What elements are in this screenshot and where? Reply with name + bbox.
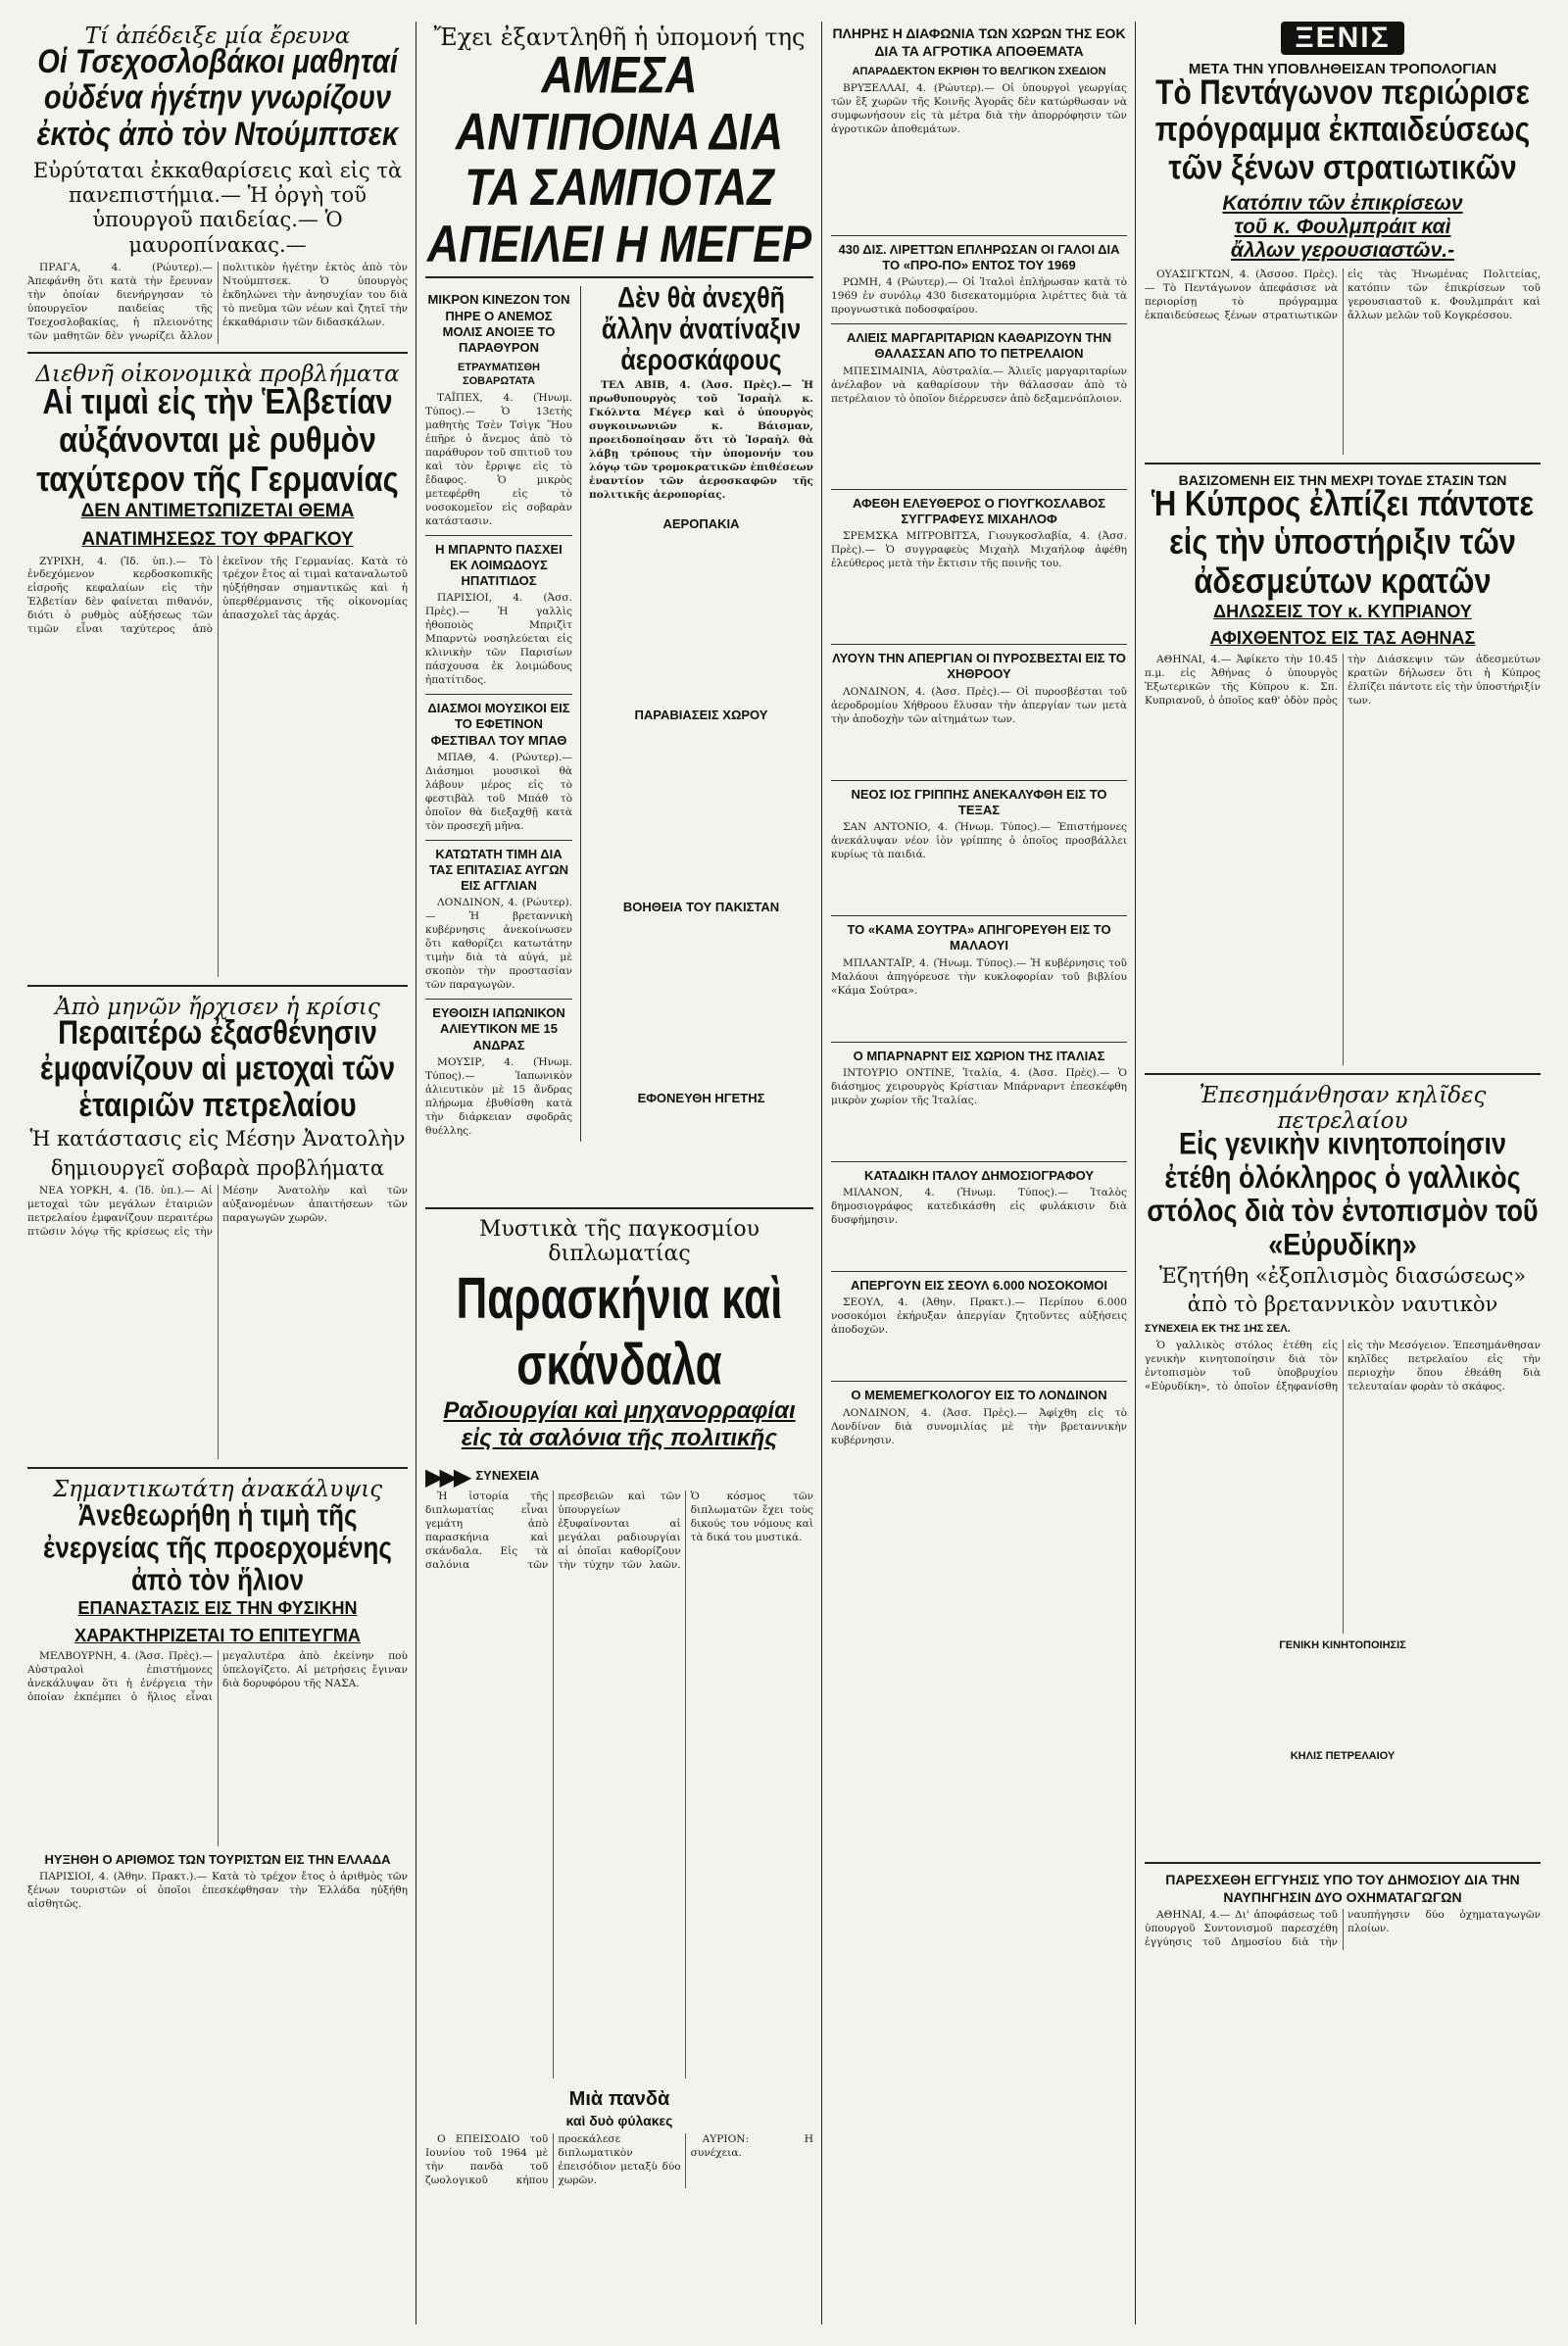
brief-body	[831, 366, 1127, 483]
brief-headline: ΤΟ «ΚΑΜΑ ΣΟΥΤΡΑ» ΑΠΗΓΟΡΕΥΘΗ ΕΙΣ ΤΟ ΜΑΛΑΟΥΙ	[847, 922, 1111, 953]
main-headline: ΑΜΕΣΑ ΑΝΤΙΠΟΙΝΑ ΔΙΑ ΤΑ ΣΑΜΠΟΤΑΖ ΑΠΕΙΛΕΙ Η ΜΕΓΕΡ	[426, 45, 812, 273]
article-headline: Αἱ τιμαὶ εἰς τὴν Ἑλβετίαν αὐξάνονται μὲ ρυθμὸν ταχύτερον τῆς Γερμανίας	[36, 380, 399, 499]
paragraph: ΜΕΛΒΟΥΡΝΗ, 4. (Ἀσσ. Πρὲς).— Αὐστραλοὶ ἐπιστήμονες ἀνεκάλυψαν ὅτι ἡ ἐνέργεια τὴν ὁποίαν ἐκπέμπει ὁ ἥλιος εἶναι μεγαλυτέρα ἀπὸ ἐκείνην ποὺ ὑπελογίζετο. Αἱ μετρήσεις ἔγιναν διὰ δορυφόρου τῆς ΝΑΣΑ.	[27, 1650, 408, 1704]
article-subheadline: ΔΕΝ ΑΝΤΙΜΕΤΩΠΙΖΕΤΑΙ ΘΕΜΑ	[80, 500, 355, 521]
article-section-head: ΠΑΡΑΒΙΑΣΕΙΣ ΧΩΡΟΥ	[634, 708, 768, 723]
article-body	[1145, 269, 1541, 455]
brief-body	[831, 1296, 1127, 1375]
divider	[27, 1467, 408, 1469]
article-headline: Δὲν θὰ ἀνεχθῆ ἄλλην ἀνατίναξιν ἀεροσκάφους	[601, 281, 802, 377]
paragraph: Ο ΕΠΕΙΣΟΔΙΟ τοῦ Ιουνίου τοῦ 1964 μὲ τὴν πανδὰ τοῦ ζωολογικοῦ κήπου προεκάλεσε διπλωματικὸν ἐπεισόδιον μεταξὺ δύο χωρῶν.	[425, 2133, 681, 2186]
paragraph: ΒΡΥΞΕΛΛΑΙ, 4. (Ρώυτερ).— Οἱ ὑπουργοὶ γεωργίας τῶν ἓξ χωρῶν τῆς Κοινῆς Ἀγορᾶς δὲν κατώρθωσαν νὰ συμφωνήσουν εἰς τὰ μέτρα διὰ τὴν ἀπορρόφησιν τῶν ἀγροτικῶν ἀποθεμάτων.	[831, 81, 1127, 135]
section-body	[425, 2133, 813, 2188]
feature-diplomacy	[419, 1207, 819, 2324]
divider	[831, 489, 1127, 490]
brief-body	[425, 592, 572, 688]
brief-body	[831, 1187, 1127, 1265]
article-body	[1145, 1766, 1541, 1854]
paragraph: ΜΠΕΣΙΜΑΙΝΙΑ, Αὐστραλία.— Ἁλιεῖς μαργαριταρίων ἀνέλαβον νὰ καθαρίσουν τὴν θάλασσαν ἀπὸ τὸ πετρέλαιον τὸ ὁποῖον διέρρευσεν ἀπὸ δεξαμενόπλοιον.	[831, 365, 1127, 405]
continuation-label: ΣΥΝΕΧΕΙΑ ΕΚ ΤΗΣ 1ΗΣ ΣΕΛ.	[1145, 1323, 1291, 1336]
article-headline: Εἰς γενικὴν κινητοποίησιν ἐτέθη ὁλόκληρος ὁ γαλλικὸς στόλος διὰ τὸν ἐντοπισμὸν τοῦ «Εὐρυδίκη»	[1147, 1126, 1539, 1262]
article-banner: ἄλλων γερουσιαστῶν.-	[1230, 238, 1455, 262]
paragraph: ΑΘΗΝΑΙ, 4.— Δι' ἀποφάσεως τοῦ ὑπουργοῦ Συντονισμοῦ παρεσχέθη ἐγγύησις τοῦ Δημοσίου διὰ τὴν ναυπήγησιν δύο ὀχηματαγωγῶν πλοίων.	[1145, 1909, 1541, 1949]
brief-headline: Ο ΜΠΑΡΝΑΡΝΤ ΕΙΣ ΧΩΡΙΟΝ ΤΗΣ ΙΤΑΛΙΑΣ	[853, 1048, 1105, 1063]
paragraph: ΣΑΝ ΑΝΤΟΝΙΟ, 4. (Ἡνωμ. Τύπος).— Ἐπιστήμονες ἀνεκάλυψαν νέον ἰὸν γρίππης ὁ ὁποῖος προσβάλλει κυρίως τὰ παιδιά.	[831, 821, 1127, 861]
divider	[425, 276, 813, 278]
paragraph: ΛΟΝΔΙΝΟΝ, 4. (Ἀσσ. Πρὲς).— Οἱ πυροσβέσται τοῦ ἀεροδρομίου Χήθροου ἔλυσαν τὴν ἀπεργίαν των μετὰ τὴν ἀποδοχὴν τῶν αἰτημάτων των.	[831, 685, 1127, 725]
paragraph: ΑΘΗΝΑΙ, 4.— Ἀφίκετο τὴν 10.45 π.μ. εἰς Ἀθήνας ὁ ὑπουργὸς Ἐξωτερικῶν τῆς Κύπρου κ. Σπ. Κυπριανοῦ, ὁ ὁποῖος καθ' ὁδὸν πρὸς τὴν Διάσκεψιν τῶν ἀδεσμεύτων κρατῶν δήλωσεν ὅτι ἡ Κύπρος ἐλπίζει πάντοτε εἰς τὴν ὑποστήριξίν των.	[1145, 654, 1541, 707]
feature-kicker: Μυστικὰ τῆς παγκοσμίου διπλωματίας	[479, 1217, 760, 1266]
brief-headline: ΚΑΤΑΔΙΚΗ ΙΤΑΛΟΥ ΔΗΜΟΣΙΟΓΡΑΦΟΥ	[863, 1167, 1095, 1183]
article-subheadline: δημιουργεῖ σοβαρὰ προβλήματα	[50, 1155, 385, 1180]
section-badge	[1145, 22, 1541, 55]
paragraph: ΠΑΡΙΣΙΟΙ, 4. (Ἀθην. Πρακτ.).— Κατὰ τὸ τρέχον ἔτος ὁ ἀριθμὸς τῶν ξένων τουριστῶν οἱ ὁποῖοι ἐπεσκέφθησαν τὴν Ἑλλάδα ηὐξήθη αἰσθητῶς.	[27, 1871, 408, 1911]
article-headline: Τὸ Πεντάγωνον περιώρισε πρόγραμμα ἐκπαιδεύσεως τῶν ξένων στρατιωτικῶν	[1154, 73, 1531, 187]
article-subheadline: Εὐρύταται ἐκκαθαρίσεις καὶ εἰς τὰ πανεπιστήμια.— Ἡ ὀργὴ τοῦ ὑπουργοῦ παιδείας.— Ὁ μαυροπίνακας.—	[32, 158, 403, 257]
divider	[425, 1207, 813, 1209]
column-right	[1139, 20, 1546, 2326]
briefs-and-article	[425, 281, 813, 1141]
article-body	[1145, 1656, 1541, 1744]
article-body	[27, 1650, 408, 1846]
divider	[1145, 1073, 1541, 1075]
paragraph: ΣΡΕΜΣΚΑ ΜΙΤΡΟΒΙΤΣΑ, Γιουγκοσλαβία, 4. (Ἀσσ. Πρὲς).— Ὁ συγγραφεὺς Μιχαὴλ Μιχαήλοφ ἀφέθη ἐλεύθερος μετὰ τὴν ἔκτισιν τῆς ποινῆς του.	[831, 530, 1127, 570]
brief-headline: ΛΥΟΥΝ ΤΗΝ ΑΠΕΡΓΙΑΝ ΟΙ ΠΥΡΟΣΒΕΣΤΑΙ ΕΙΣ ΤΟ ΧΗΘΡΟΟΥ	[832, 651, 1126, 682]
article-kicker: Ἔχει ἐξαντληθῆ ἡ ὑπομονή της	[433, 24, 806, 51]
hijack-article	[580, 281, 813, 1141]
divider	[27, 985, 408, 987]
divider	[425, 694, 572, 695]
brief-body	[831, 686, 1127, 774]
article-subheadline: ΕΠΑΝΑΣΤΑΣΙΣ ΕΙΣ ΤΗΝ ΦΥΣΙΚΗΝ	[77, 1598, 358, 1619]
article-kicker: ΜΕΤΑ ΤΗΝ ΥΠΟΒΛΗΘΕΙΣΑΝ ΤΡΟΠΟΛΟΓΙΑΝ	[1188, 61, 1497, 77]
brief-headline: ΔΙΑΣΜΟΙ ΜΟΥΣΙΚΟΙ ΕΙΣ ΤΟ ΕΦΕΤΙΝΟΝ ΦΕΣΤΙΒΑΛ ΤΟΥ ΜΠΑΘ	[427, 701, 570, 748]
article-body	[27, 1185, 408, 1459]
brief-headline: ΚΑΤΩΤΑΤΗ ΤΙΜΗ ΔΙΑ ΤΑΣ ΕΠΙΤΑΣΙΑΣ ΑΥΓΩΝ ΕΙΣ ΑΓΓΛΙΑΝ	[428, 846, 569, 894]
article-section-head: ΕΦΟΝΕΥΘΗ ΗΓΕΤΗΣ	[637, 1090, 765, 1105]
paragraph: ΛΟΝΔΙΝΟΝ, 4. (Ρώυτερ).— Ἡ βρεταννικὴ κυβέρνησις ἀνεκοίνωσεν ὅτι καθορίζει κατωτάτην τιμὴν διὰ τὰ αὐγά, μὲ σκοπὸν τὴν προστασίαν τῶν παραγωγῶν.	[425, 897, 572, 992]
brief-body	[831, 276, 1127, 318]
article-section-head: ΓΕΝΙΚΗ ΚΙΝΗΤΟΠΟΙΗΣΙΣ	[1279, 1638, 1406, 1651]
article-section-head: ΑΕΡΟΠΑΚΙΑ	[662, 516, 740, 532]
article-section-head: ΒΟΗΘΕΙΑ ΤΟΥ ΠΑΚΙΣΤΑΝ	[622, 899, 780, 914]
column-rule	[821, 22, 822, 2324]
paragraph: ΤΕΛ ΑΒΙΒ, 4. (Ἀσσ. Πρὲς).— Ἡ πρωθυπουργὸς τοῦ Ἰσραὴλ κ. Γκόλντα Μέγερ καὶ ὁ ὑπουργὸς συγκοινωνιῶν κ. Βάισμαν, προειδοποίησαν ὅτι τὸ Ἰσραὴλ θὰ λάβῃ τρόπους τὴν ὑπομονήν του λόγῳ τῶν τρομοκρατικῶν ἐπιθέσεων ἐναντίον τῶν ἀεροσκαφῶν τῆς πολιτικῆς ἀεροπορίας.	[589, 379, 813, 502]
brief-body	[831, 957, 1127, 1036]
article-subheadline: Ἡ κατάστασις εἰς Μέσην Ἀνατολὴν	[29, 1127, 406, 1151]
article-headline: Ἀνεθεωρήθη ἡ τιμὴ τῆς ἐνεργείας τῆς προερχομένης ἀπὸ τὸν ἥλιον	[43, 1497, 392, 1597]
continuation-marker	[425, 1462, 813, 1491]
paragraph: ΜΟΥΣΙΡ, 4. (Ἡνωμ. Τύπος).— Ἰαπωνικὸν ἁλιευτικὸν μὲ 15 ἄνδρας πλήρωμα ἐβυθίσθη κατὰ τὴν διάρκειαν σφοδρᾶς θυέλλης.	[425, 1055, 572, 1137]
brief-headline: ΕΥΘΟΙΣΗ ΙΑΠΩΝΙΚΟΝ ΑΛΙΕΥΤΙΚΟΝ ΜΕ 15 ΑΝΔΡΑΣ	[432, 1005, 565, 1052]
paragraph: ΝΕΑ ΥΟΡΚΗ, 4. (Ἰδ. ὑπ.).— Αἱ μετοχαὶ τῶν μεγάλων ἑταιριῶν πετρελαίου ἐμφανίζουν περαιτέρω πτῶσιν λόγῳ τῆς κρίσεως εἰς τὴν Μέσην Ἀνατολὴν καὶ τῶν αὐξανομένων ἀπαιτήσεων τῶν παραγωγῶν χωρῶν.	[27, 1184, 408, 1238]
brief-body	[831, 1407, 1127, 1448]
brief-body	[425, 392, 572, 529]
article-body	[589, 535, 813, 702]
continuation-label: ΣΥΝΕΧΕΙΑ	[475, 1468, 540, 1484]
article-body	[1145, 654, 1541, 1065]
paragraph: ΜΠΛΑΝΤΑΪΡ, 4. (Ἡνωμ. Τύπος).— Ἡ κυβέρνησις τοῦ Μαλάουι ἀπηγόρευσε τὴν κυκλοφορίαν τοῦ βιβλίου «Κάμα Σούτρα».	[831, 956, 1127, 997]
brief-body	[831, 82, 1127, 229]
paragraph: ΟΥΑΣΙΓΚΤΩΝ, 4. (Ἀσσοσ. Πρὲς).— Τὸ Πεντάγωνον ἀπεφάσισε νὰ περιορίσῃ τὸ πρόγραμμα ἐκπαιδεύσεως ξένων στρατιωτικῶν εἰς τὰς Ἡνωμένας Πολιτείας, κατόπιν τῶν ἐπικρίσεων τοῦ γερουσιαστοῦ κ. Φουλμπράιτ καὶ ἄλλων μελῶν τοῦ Κογκρέσσου.	[1145, 268, 1541, 321]
brief-body	[831, 1067, 1127, 1155]
divider	[831, 1381, 1127, 1382]
brief-headline: ΝΕΟΣ ΙΟΣ ΓΡΙΠΠΗΣ ΑΝΕΚΑΛΥΦΘΗ ΕΙΣ ΤΟ ΤΕΞΑΣ	[851, 786, 1107, 817]
feature-headline: Παρασκήνια καὶ σκάνδαλα	[456, 1266, 783, 1398]
column-news-briefs	[825, 20, 1133, 2326]
brief-headline: Ο ΜΕΜΕΜΕΓΚΟΛΟΓΟΥ ΕΙΣ ΤΟ ΛΟΝΔΙΝΟΝ	[851, 1388, 1107, 1403]
article-body	[1145, 1340, 1541, 1634]
paragraph: ΜΠΑΘ, 4. (Ρώυτερ).— Διάσημοι μουσικοὶ θὰ λάβουν μέρος εἰς τὸ φεστιβὰλ τοῦ Μπάθ τὸ ὁποῖον θὰ διεξαχθῇ κατὰ τὸν προσεχῆ μῆνα.	[425, 751, 572, 832]
article-body	[589, 727, 813, 894]
article-subheadline: ΑΦΙΧΘΕΝΤΟΣ ΕΙΣ ΤΑΣ ΑΘΗΝΑΣ	[1209, 628, 1476, 649]
brief-body	[425, 1056, 572, 1139]
paragraph: Ὁ γαλλικὸς στόλος ἐτέθη εἰς γενικὴν κινητοποίησιν διὰ τὸν ἐντοπισμὸν τοῦ ὑποβρυχίου «Εὐρυδίκη», τὸ ὁποῖον ἐξηφανίσθη εἰς τὴν Μεσόγειον. Ἐπεσημάνθησαν κηλῖδες πετρελαίου εἰς τὴν περιοχὴν ὅπου ἐθεάθη διὰ τελευταίαν φορὰν τὸ σκάφος.	[1145, 1339, 1541, 1393]
paragraph: ΙΝΤΟΥΡΙΟ ΟΝΤΙΝΕ, Ἰταλία, 4. (Ἀσσ. Πρὲς).— Ὁ διάσημος χειρουργὸς Κρίστιαν Μπάρναρντ ἐπεσκέφθη μικρὸν χωρίον τῆς Ἰταλίας.	[831, 1066, 1127, 1106]
divider	[831, 323, 1127, 324]
article-subheadline: ΔΗΛΩΣΕΙΣ ΤΟΥ κ. ΚΥΠΡΙΑΝΟΥ	[1213, 601, 1472, 621]
article-kicker: Ἐπεσημάνθησαν κηλῖδες πετρελαίου	[1199, 1083, 1487, 1135]
feature-subheadline: Ραδιουργίαι καὶ μηχανορραφίαι	[443, 1397, 796, 1424]
article-body	[27, 262, 408, 344]
paragraph: ΑΥΡΙΟΝ: Η συνέχεια.	[690, 2133, 813, 2160]
divider	[831, 1161, 1127, 1162]
article-banner: Κατόπιν τῶν ἐπικρίσεων	[1222, 191, 1463, 215]
feature-body	[425, 1491, 813, 2078]
divider	[425, 840, 572, 841]
brief-headline: ΜΙΚΡΟΝ ΚΙΝΕΖΟΝ ΤΟΝ ΠΗΡΕ Ο ΑΝΕΜΟΣ ΜΟΛΙΣ ΑΝΟΙΞΕ ΤΟ ΠΑΡΑΘΥΡΟΝ	[427, 292, 570, 356]
divider	[425, 999, 572, 1000]
article-headline: Οἱ Τσεχοσλοβάκοι μαθηταί οὐδένα ἡγέτην γνωρίζουν ἐκτὸς ἀπὸ τὸν Ντούμπτσεκ	[36, 43, 399, 154]
divider	[831, 1271, 1127, 1272]
brief-body	[831, 530, 1127, 638]
divider	[831, 780, 1127, 781]
article-subheadline: ΧΑΡΑΚΤΗΡΙΖΕΤΑΙ ΤΟ ΕΠΙΤΕΥΓΜΑ	[74, 1625, 361, 1645]
page-badge: ΞΕΝΙΣ	[1281, 22, 1403, 55]
brief-headline: ΑΛΙΕΙΣ ΜΑΡΓΑΡΙΤΑΡΙΩΝ ΚΑΘΑΡΙΖΟΥΝ ΤΗΝ ΘΑΛΑΣΣΑΝ ΑΠΟ ΤΟ ΠΕΤΡΕΛΑΙΟΝ	[846, 330, 1112, 362]
divider	[27, 352, 408, 354]
divider	[831, 644, 1127, 645]
article-headline: Ἡ Κύπρος ἐλπίζει πάντοτε εἰς τὴν ὑποστήριξιν τῶν ἀδεσμεύτων κρατῶν	[1151, 483, 1535, 602]
brief-headline: 430 ΔΙΣ. ΛΙΡΕΤΤΩΝ ΕΠΛΗΡΩΣΑΝ ΟΙ ΓΑΛΟΙ ΔΙΑ ΤΟ «ΠΡΟ-ΠΟ» ΕΝΤΟΣ ΤΟΥ 1969	[838, 241, 1120, 272]
paragraph: ΣΕΟΥΛ, 4. (Ἀθην. Πρακτ.).— Περίπου 6.000 νοσοκόμοι ἐκήρυξαν ἀπεργίαν ζητοῦντες αὐξήσεις ἀποδοχῶν.	[831, 1296, 1127, 1337]
article-lead	[589, 379, 813, 503]
column-rule	[1135, 22, 1136, 2324]
divider	[1145, 1862, 1541, 1864]
brief-subheadline: ΕΤΡΑΥΜΑΤΙΣΘΗ ΣΟΒΑΡΩΤΑΤΑ	[458, 362, 540, 388]
paragraph: Ἡ ἱστορία τῆς διπλωματίας εἶναι γεμάτη ἀπὸ παρασκήνια καὶ σκάνδαλα. Εἰς τὰ σαλόνια τῶν πρεσβειῶν καὶ τῶν ὑπουργείων ἐξυφαίνονται αἱ μεγάλαι ραδιουργίαι αἱ ὁποῖαι καθορίζουν τὴν τύχην τῶν λαῶν. Ὁ κόσμος τῶν διπλωματῶν ἔχει τοὺς δικούς του νόμους καὶ τὰ δικά του μυστικά.	[425, 1491, 813, 1571]
brief-body	[831, 821, 1127, 909]
paragraph: ΖΥΡΙΧΗ, 4. (Ἰδ. ὑπ.).— Τὸ ἐνδεχόμενον κερδοσκοπικῆς εἰσροῆς κεφαλαίων εἰς τὴν Ἑλβετίαν δὲν φαίνεται πιθανόν, διότι ὁ ρυθμὸς αὐξήσεως τῶν τιμῶν εἶναι ταχύτερος ἀπὸ ἐκεῖνον τῆς Γερμανίας. Κατὰ τὸ τρέχον ἔτος αἱ τιμαὶ καταναλωτοῦ ηὐξήθησαν σημαντικῶς καὶ ἡ ὑπερθέρμανσις τῆς οἰκονομίας ἀπασχολεῖ τὰς ἀρχάς.	[27, 555, 408, 636]
article-headline: ΗΥΞΗΘΗ Ο ΑΡΙΘΜΟΣ ΤΩΝ ΤΟΥΡΙΣΤΩΝ ΕΙΣ ΤΗΝ ΕΛΛΑΔΑ	[44, 1852, 391, 1868]
article-subheadline: ΑΝΑΤΙΜΗΣΕΩΣ ΤΟΥ ΦΡΑΓΚΟΥ	[81, 528, 354, 550]
article-kicker: Σημαντικωτάτη ἀνακάλυψις	[52, 1476, 383, 1502]
divider	[831, 1042, 1127, 1043]
column-left	[22, 20, 414, 2326]
article-headline: ΠΑΡΕΣΧΕΘΗ ΕΓΓΥΗΣΙΣ ΥΠΟ ΤΟΥ ΔΗΜΟΣΙΟΥ ΔΙΑ ΤΗΝ ΝΑΥΠΗΓΗΣΙΝ ΔΥΟ ΟΧΗΜΑΤΑΓΩΓΩΝ	[1165, 1872, 1520, 1905]
divider	[831, 915, 1127, 916]
article-kicker: ΒΑΣΙΖΟΜΕΝΗ ΕΙΣ ΤΗΝ ΜΕΧΡΙ ΤΟΥΔΕ ΣΤΑΣΙΝ ΤΩΝ	[1178, 471, 1507, 488]
brief-body	[425, 752, 572, 834]
article-body	[1145, 1909, 1541, 1950]
paragraph: ΠΡΑΓΑ, 4. (Ρώυτερ).— Ἀπεφάνθη ὅτι κατὰ τὴν ἔρευναν τὴν ὁποίαν διενήργησαν τὸ ὑπουργεῖον παιδείας τῆς Τσεχοσλοβακίας, ἡ πλειονότης τῶν μαθητῶν δὲν γνωρίζει ἄλλον πολιτικὸν ἡγέτην ἐκτὸς ἀπὸ τὸν Ντούμπτσεκ. Ὁ ὑπουργὸς ἐκδηλώνει τὴν ἀνησυχίαν του διὰ τὸ πνεῦμα τῶν νέων καὶ ζητεῖ τὴν ἐκκαθάρισιν τῶν διδασκάλων.	[27, 261, 408, 342]
divider	[1145, 463, 1541, 464]
brief-body	[425, 897, 572, 993]
article-subheadline: Ἐζητήθη «ἐξοπλισμὸς διασώσεως»	[1158, 1263, 1527, 1288]
article-kicker: Ἀπὸ μηνῶν ἤρχισεν ἡ κρίσις	[55, 994, 380, 1020]
arrow-icon: ▶▶▶	[425, 1462, 468, 1491]
article-section-head: ΚΗΛΙΣ ΠΕΤΡΕΛΑΙΟΥ	[1290, 1749, 1396, 1762]
paragraph: ΡΩΜΗ, 4 (Ρώυτερ).— Οἱ Ἰταλοὶ ἐπλήρωσαν κατὰ τὸ 1969 ἐν συνόλῳ 430 δισεκατομμύρια λιρέττες διὰ τὰ προγνωστικὰ ποδοσφαίρου.	[831, 276, 1127, 317]
brief-headline: Η ΜΠΑΡΝΤΟ ΠΑΣΧΕΙ ΕΚ ΛΟΙΜΩΔΟΥΣ ΗΠΑΤΙΤΙΔΟΣ	[435, 541, 563, 589]
article-body	[27, 556, 408, 977]
brief-headline: ΠΛΗΡΗΣ Η ΔΙΑΦΩΝΙΑ ΤΩΝ ΧΩΡΩΝ ΤΗΣ ΕΟΚ ΔΙΑ ΤΑ ΑΓΡΟΤΙΚΑ ΑΠΟΘΕΜΑΤΑ	[832, 25, 1126, 59]
paragraph: ΠΑΡΙΣΙΟΙ, 4. (Ἀσσ. Πρὲς).— Ἡ γαλλὶς ἠθοποιὸς Μπριζὶτ Μπαρντὼ νοσηλεύεται εἰς κλινικὴν τῶν Παρισίων πάσχουσα ἐκ λοιμώδους ἠπατίτιδος.	[425, 592, 572, 687]
divider	[831, 235, 1127, 236]
divider	[425, 535, 572, 536]
article-body	[27, 1871, 408, 1912]
briefs-column	[425, 286, 572, 1141]
article-body	[589, 918, 813, 1085]
article-kicker: Διεθνῆ οἰκονομικὰ προβλήματα	[35, 361, 400, 387]
paragraph: ΜΙΛΑΝΟΝ, 4. (Ἡνωμ. Τύπος).— Ἰταλὸς δημοσιογράφος κατεδικάσθη εἰς φυλάκισιν διὰ δυσφήμησιν.	[831, 1187, 1127, 1227]
feature-subheadline: εἰς τὰ σαλόνια τῆς πολιτικῆς	[461, 1425, 778, 1451]
article-kicker: Τί ἀπέδειξε μία ἔρευνα	[84, 24, 351, 49]
paragraph: ΤΑΪΠΕΧ, 4. (Ἡνωμ. Τύπος).— Ὁ 13ετὴς μαθητὴς Τσὲν Τσὶγκ Ἥου ἐπῆρε ὁ ἄνεμος ἀπὸ τὸ παράθυρον τοῦ σπιτιοῦ του καὶ τὸν ἔρριψε εἰς τὸ ἔδαφος. Ὁ μικρὸς μετεφέρθη εἰς τὸ νοσοκομεῖον εἰς σοβαρὰν κατάστασιν.	[425, 391, 572, 527]
section-subheadline: καὶ δυὸ φύλακες	[565, 2113, 673, 2129]
section-headline: Μιὰ πανδὰ	[568, 2088, 670, 2110]
brief-subheadline: ΑΠΑΡΑΔΕΚΤΟΝ ΕΚΡΙΘΗ ΤΟ ΒΕΛΓΙΚΟΝ ΣΧΕΔΙΟΝ	[852, 66, 1106, 77]
brief-headline: ΑΠΕΡΓΟΥΝ ΕΙΣ ΣΕΟΥΛ 6.000 ΝΟΣΟΚΟΜΟΙ	[850, 1278, 1108, 1294]
article-subheadline: ἀπὸ τὸ βρεταννικὸν ναυτικὸν	[1187, 1292, 1498, 1316]
brief-headline: ΑΦΕΘΗ ΕΛΕΥΘΕΡΟΣ Ο ΓΙΟΥΓΚΟΣΛΑΒΟΣ ΣΥΓΓΡΑΦΕΥΣ ΜΙΧΑΗΛΟΦ	[852, 495, 1106, 526]
article-headline: Περαιτέρω ἐξασθένησιν ἐμφανίζουν αἱ μετοχαὶ τῶν ἑταιριῶν πετρελαίου	[39, 1013, 396, 1124]
paragraph: ΛΟΝΔΙΝΟΝ, 4. (Ἀσσ. Πρὲς).— Ἀφίχθη εἰς τὸ Λονδίνον διὰ συνομιλίας μὲ τὴν βρεταννικὴν κυβέρνησιν.	[831, 1406, 1127, 1446]
article-banner: τοῦ κ. Φουλμπράιτ καὶ	[1234, 215, 1451, 238]
